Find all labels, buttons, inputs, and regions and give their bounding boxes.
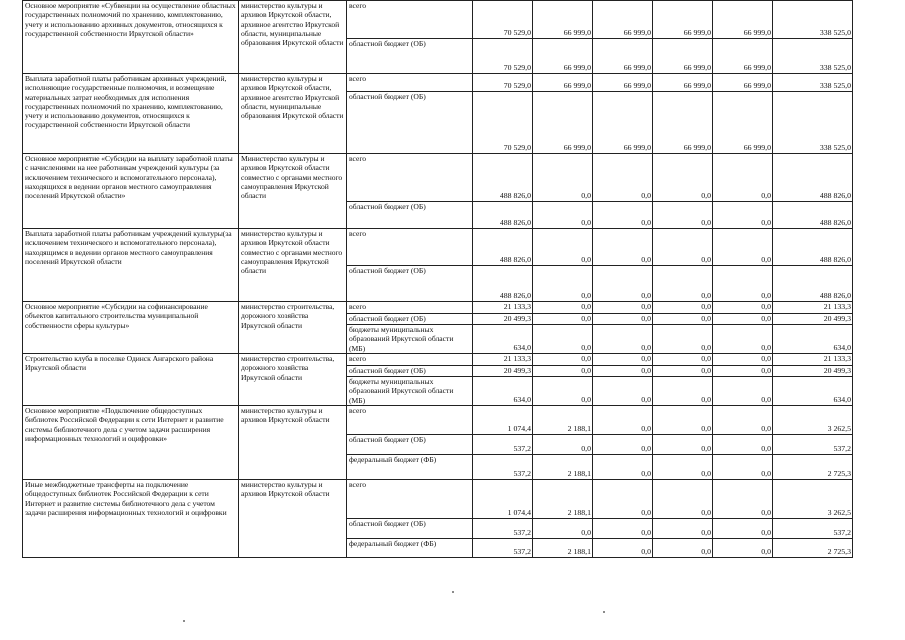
year-value-cell: 0,0: [653, 354, 713, 366]
year-value-cell: 66 999,0: [653, 1, 713, 39]
year-value-cell: 0,0: [593, 325, 653, 354]
funding-source-cell: областной бюджет (ОБ): [347, 202, 473, 229]
year-value-cell: 0,0: [713, 302, 773, 314]
total-value-cell: 338 525,0: [773, 92, 853, 154]
year-value-cell: 0,0: [593, 266, 653, 302]
year-value-cell: 0,0: [653, 202, 713, 229]
year-value-cell: 0,0: [713, 313, 773, 325]
year-value-cell: 0,0: [533, 325, 593, 354]
executor-cell: министерство культуры и архивов Иркутской области, архивное агентство Иркутской области, муниципальные образования Иркутской области: [239, 74, 347, 154]
year-value-cell: 537,2: [473, 435, 533, 455]
total-value-cell: 338 525,0: [773, 39, 853, 74]
year-value-cell: 0,0: [653, 519, 713, 539]
year-value-cell: 0,0: [713, 154, 773, 202]
funding-source-cell: всего: [347, 1, 473, 39]
year-value-cell: 537,2: [473, 455, 533, 480]
total-value-cell: 20 499,3: [773, 313, 853, 325]
year-value-cell: 0,0: [653, 266, 713, 302]
year-value-cell: 0,0: [713, 354, 773, 366]
funding-source-cell: всего: [347, 74, 473, 92]
funding-source-cell: областной бюджет (ОБ): [347, 519, 473, 539]
year-value-cell: 0,0: [653, 229, 713, 266]
year-value-cell: 66 999,0: [593, 39, 653, 74]
year-value-cell: 0,0: [593, 406, 653, 435]
year-value-cell: 66 999,0: [713, 74, 773, 92]
year-value-cell: 66 999,0: [533, 92, 593, 154]
year-value-cell: 66 999,0: [533, 39, 593, 74]
year-value-cell: 2 188,1: [533, 455, 593, 480]
funding-source-cell: федеральный бюджет (ФБ): [347, 539, 473, 558]
year-value-cell: 0,0: [653, 313, 713, 325]
year-value-cell: 0,0: [533, 519, 593, 539]
funding-source-cell: всего: [347, 480, 473, 519]
funding-source-cell: бюджеты муниципальных образований Иркутской области (МБ): [347, 325, 473, 354]
year-value-cell: 20 499,3: [473, 365, 533, 377]
year-value-cell: 0,0: [533, 365, 593, 377]
year-value-cell: 1 074,4: [473, 480, 533, 519]
year-value-cell: 66 999,0: [593, 1, 653, 39]
total-value-cell: 3 262,5: [773, 480, 853, 519]
year-value-cell: 634,0: [473, 377, 533, 406]
funding-source-cell: всего: [347, 302, 473, 314]
year-value-cell: 0,0: [653, 406, 713, 435]
year-value-cell: 0,0: [593, 455, 653, 480]
year-value-cell: 537,2: [473, 539, 533, 558]
year-value-cell: 488 826,0: [473, 154, 533, 202]
year-value-cell: 20 499,3: [473, 313, 533, 325]
funding-source-cell: всего: [347, 154, 473, 202]
executor-cell: министерство строительства, дорожного хозяйства Иркутской области: [239, 354, 347, 406]
year-value-cell: 0,0: [533, 302, 593, 314]
year-value-cell: 0,0: [713, 266, 773, 302]
year-value-cell: 0,0: [593, 539, 653, 558]
table-row: [23, 1, 853, 39]
funding-source-cell: всего: [347, 354, 473, 366]
funding-source-cell: областной бюджет (ОБ): [347, 92, 473, 154]
total-value-cell: 488 826,0: [773, 154, 853, 202]
year-value-cell: 0,0: [713, 519, 773, 539]
year-value-cell: 0,0: [713, 229, 773, 266]
year-value-cell: 0,0: [653, 435, 713, 455]
year-value-cell: 488 826,0: [473, 266, 533, 302]
year-value-cell: 488 826,0: [473, 229, 533, 266]
funding-source-cell: всего: [347, 229, 473, 266]
year-value-cell: 70 529,0: [473, 1, 533, 39]
year-value-cell: 0,0: [713, 377, 773, 406]
total-value-cell: 338 525,0: [773, 1, 853, 39]
executor-cell: министерство культуры и архивов Иркутской области совместно с органами местного самоуправления Иркутской области: [239, 229, 347, 302]
event-name-cell: Выплата заработной платы работникам архивных учреждений, исполняющие государственные полномочия, и возмещение материальных затрат необходимых для исполнения государственных полномочий по хранению, комплектованию, учету и использованию документов, относящихся к государственной собственности Иркутской области: [23, 74, 239, 154]
year-value-cell: 0,0: [593, 354, 653, 366]
total-value-cell: 488 826,0: [773, 266, 853, 302]
table-row: [23, 302, 853, 314]
year-value-cell: 0,0: [653, 539, 713, 558]
total-value-cell: 20 499,3: [773, 365, 853, 377]
year-value-cell: 66 999,0: [713, 92, 773, 154]
event-name-cell: Выплата заработной платы работникам учреждений культуры(за исключением технического и вспомогательного персонала), находящимся в ведении органов местного самоуправления поселений Иркутской области: [23, 229, 239, 302]
year-value-cell: 0,0: [713, 325, 773, 354]
year-value-cell: 537,2: [473, 519, 533, 539]
year-value-cell: 70 529,0: [473, 39, 533, 74]
total-value-cell: 338 525,0: [773, 74, 853, 92]
total-value-cell: 537,2: [773, 519, 853, 539]
year-value-cell: 0,0: [713, 435, 773, 455]
event-name-cell: Основное мероприятие «Субсидии на выплату заработной платы с начислениями на нее работникам учреждений культуры (за исключением технического и вспомогательного персонала), находящихся в ведении органов местного самоуправления поселений Иркутской области»: [23, 154, 239, 229]
funding-source-cell: бюджеты муниципальных образований Иркутской области (МБ): [347, 377, 473, 406]
year-value-cell: 0,0: [653, 154, 713, 202]
year-value-cell: 0,0: [533, 229, 593, 266]
year-value-cell: 2 188,1: [533, 480, 593, 519]
total-value-cell: 21 133,3: [773, 354, 853, 366]
event-name-cell: Основное мероприятие «Подключение общедоступных библиотек Российской Федерации к сети Интернет и развитие системы библиотечного дела с учетом задачи расширения информационных технологий и оцифровки»: [23, 406, 239, 480]
year-value-cell: 0,0: [593, 435, 653, 455]
total-value-cell: 3 262,5: [773, 406, 853, 435]
year-value-cell: 0,0: [713, 455, 773, 480]
year-value-cell: 0,0: [533, 154, 593, 202]
table-row: [23, 406, 853, 435]
year-value-cell: 488 826,0: [473, 202, 533, 229]
year-value-cell: 70 529,0: [473, 74, 533, 92]
table-row: [23, 229, 853, 266]
funding-source-cell: областной бюджет (ОБ): [347, 313, 473, 325]
year-value-cell: 66 999,0: [533, 1, 593, 39]
year-value-cell: 70 529,0: [473, 92, 533, 154]
table-body: [23, 1, 853, 558]
funding-source-cell: областной бюджет (ОБ): [347, 266, 473, 302]
year-value-cell: 21 133,3: [473, 354, 533, 366]
funding-source-cell: областной бюджет (ОБ): [347, 435, 473, 455]
total-value-cell: 488 826,0: [773, 202, 853, 229]
year-value-cell: 0,0: [713, 365, 773, 377]
year-value-cell: 66 999,0: [653, 39, 713, 74]
scan-speck: [183, 620, 185, 622]
year-value-cell: 0,0: [593, 229, 653, 266]
year-value-cell: 0,0: [713, 480, 773, 519]
year-value-cell: 66 999,0: [713, 39, 773, 74]
year-value-cell: 634,0: [473, 325, 533, 354]
year-value-cell: 0,0: [593, 365, 653, 377]
total-value-cell: 634,0: [773, 377, 853, 406]
funding-source-cell: областной бюджет (ОБ): [347, 39, 473, 74]
year-value-cell: 0,0: [593, 154, 653, 202]
year-value-cell: 0,0: [533, 354, 593, 366]
year-value-cell: 0,0: [533, 266, 593, 302]
year-value-cell: 66 999,0: [653, 74, 713, 92]
table-row: [23, 480, 853, 519]
year-value-cell: 0,0: [653, 365, 713, 377]
executor-cell: министерство культуры и архивов Иркутской области: [239, 480, 347, 558]
year-value-cell: 0,0: [593, 302, 653, 314]
table-row: [23, 154, 853, 202]
table-row: [23, 354, 853, 366]
year-value-cell: 0,0: [533, 377, 593, 406]
event-name-cell: Основное мероприятие «Субсидии на софинансирование объектов капитального строительства муниципальной собственности сферы культуры»: [23, 302, 239, 354]
year-value-cell: 2 188,1: [533, 539, 593, 558]
executor-cell: Министерство культуры и архивов Иркутской области совместно с органами местного самоуправления Иркутской области: [239, 154, 347, 229]
scan-speck: [452, 591, 454, 593]
budget-table: [22, 0, 853, 558]
total-value-cell: 2 725,3: [773, 455, 853, 480]
total-value-cell: 2 725,3: [773, 539, 853, 558]
executor-cell: министерство культуры и архивов Иркутской области: [239, 406, 347, 480]
year-value-cell: 0,0: [653, 480, 713, 519]
table-row: [23, 74, 853, 92]
year-value-cell: 0,0: [653, 302, 713, 314]
funding-source-cell: федеральный бюджет (ФБ): [347, 455, 473, 480]
funding-source-cell: областной бюджет (ОБ): [347, 365, 473, 377]
year-value-cell: 66 999,0: [593, 92, 653, 154]
year-value-cell: 66 999,0: [533, 74, 593, 92]
year-value-cell: 0,0: [533, 435, 593, 455]
executor-cell: министерство культуры и архивов Иркутской области, архивное агентство Иркутской области, муниципальные образования Иркутской области: [239, 1, 347, 74]
event-name-cell: Строительство клуба в поселке Одинск Ангарского района Иркутской области: [23, 354, 239, 406]
year-value-cell: 0,0: [713, 406, 773, 435]
executor-cell: министерство строительства, дорожного хозяйства Иркутской области: [239, 302, 347, 354]
total-value-cell: 634,0: [773, 325, 853, 354]
year-value-cell: 1 074,4: [473, 406, 533, 435]
funding-source-cell: всего: [347, 406, 473, 435]
total-value-cell: 488 826,0: [773, 229, 853, 266]
year-value-cell: 66 999,0: [593, 74, 653, 92]
year-value-cell: 0,0: [653, 455, 713, 480]
year-value-cell: 66 999,0: [653, 92, 713, 154]
year-value-cell: 0,0: [593, 313, 653, 325]
year-value-cell: 0,0: [533, 202, 593, 229]
total-value-cell: 21 133,3: [773, 302, 853, 314]
year-value-cell: 0,0: [593, 377, 653, 406]
year-value-cell: 0,0: [533, 313, 593, 325]
year-value-cell: 0,0: [653, 325, 713, 354]
year-value-cell: 21 133,3: [473, 302, 533, 314]
year-value-cell: 0,0: [653, 377, 713, 406]
year-value-cell: 0,0: [713, 539, 773, 558]
event-name-cell: Основное мероприятие «Субвенции на осуществление областных государственных полномочий по хранению, комплектованию, учету и использованию архивных документов, относящихся к государственной собственности Иркутской области»: [23, 1, 239, 74]
total-value-cell: 537,2: [773, 435, 853, 455]
year-value-cell: 66 999,0: [713, 1, 773, 39]
year-value-cell: 0,0: [593, 519, 653, 539]
year-value-cell: 0,0: [593, 480, 653, 519]
event-name-cell: Иные межбюджетные трансферты на подключение общедоступных библиотек Российской Федерации к сети Интернет и развитие системы библиотечного дела с учетом задачи расширения информационных технологий и оцифровки: [23, 480, 239, 558]
year-value-cell: 0,0: [593, 202, 653, 229]
year-value-cell: 2 188,1: [533, 406, 593, 435]
scan-speck: [603, 611, 605, 613]
year-value-cell: 0,0: [713, 202, 773, 229]
